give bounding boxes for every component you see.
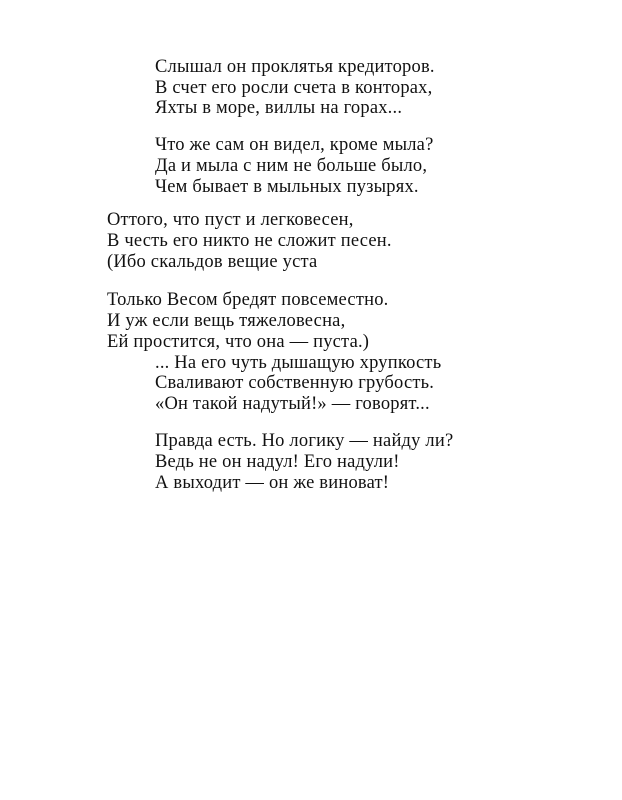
- poem-line: Только Весом бредят повсеместно.: [107, 290, 389, 310]
- poem-line: А выходит — он же виноват!: [155, 473, 390, 493]
- poem-line: Яхты в море, виллы на горах...: [155, 98, 403, 118]
- poem-line: И уж если вещь тяжеловесна,: [107, 311, 346, 331]
- poem-line: Правда есть. Но логику — найду ли?: [155, 431, 454, 451]
- poem-line: Слышал он проклятья кредиторов.: [155, 57, 435, 77]
- poem-line: Сваливают собственную грубость.: [155, 373, 435, 393]
- poem-line: Ведь не он надул! Его надули!: [155, 452, 400, 472]
- poem-line: В счет его росли счета в конторах,: [155, 78, 433, 98]
- poem-line: Да и мыла с ним не больше было,: [155, 156, 428, 176]
- poem-line: «Он такой надутый!» — говорят...: [155, 394, 430, 414]
- poem-line: Оттого, что пуст и легковесен,: [107, 210, 354, 230]
- poem-line: Ей простится, что она — пуста.): [107, 332, 370, 352]
- poem-line: (Ибо скальдов вещие уста: [107, 252, 318, 272]
- poem-line: ... На его чуть дышащую хрупкость: [155, 353, 442, 373]
- poem-line: В честь его никто не сложит песен.: [107, 231, 392, 251]
- poem-line: Чем бывает в мыльных пузырях.: [155, 177, 419, 197]
- poem-line: Что же сам он видел, кроме мыла?: [155, 135, 434, 155]
